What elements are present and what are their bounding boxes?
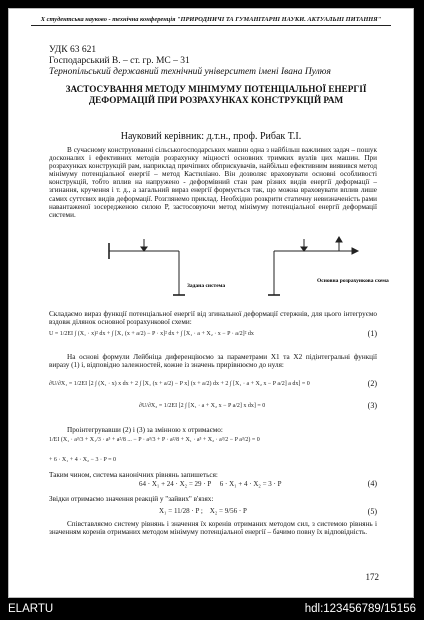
integrated-equation-line-2: + 6 · X₁ + 4 · X₂ − 3 · P = 0 [49,457,116,463]
fig2-caption: Основна розрахункова схема [317,278,389,284]
reactions-paragraph: Звідки отримаємо значення реакцій у "зайвих" в'язях: [49,495,214,503]
conference-header: X студентська науково - технічна конференція "ПРИРОДНИЧІ ТА ГУМАНІТАРНІ НАУКИ. АКТУАЛЬНІ ПИТАННЯ" [31,16,391,26]
frame-figures [49,237,389,303]
page-number: 172 [365,572,379,582]
scientific-advisor: Науковий керівник: д.т.н., проф. Рибак Т.І. [120,131,302,142]
fig1-caption: Задана система [187,283,226,289]
document-page [8,8,414,598]
energy-paragraph: Складаємо вираз функції потенціальної енергії від згинальної деформації стержнів, для цього інтегруємо вздовж ділянок основної розрахункової схеми: [49,310,377,327]
equation-1-number: (1) [367,329,377,338]
equation-1: U = 1/2EI ∫ (X₁ · x)² dx + ∫ [X₁ (x + a/2) − P · x]² dx + ∫ [X₁ · a + X₂ · x − P · a/2]² dx [49,331,254,337]
given-system-figure [109,239,185,295]
conclusion-paragraph: Співставляємо систему рівнянь і значення їх коренів отриманих методом сил, з системою рівнянь і значенням коренів отриманих методом мінімуму потенціальної енергії – бачимо повну їх відповідність. [49,520,377,537]
equation-5: X₁ = 11/28 · P ; X₂ = 9/56 · P [159,507,247,515]
handle-id[interactable]: hdl:123456789/15156 [304,603,416,615]
author-line: Господарський В. – ст. гр. МС – 31 [49,56,190,66]
integrated-equation-line-1: 1/EI (X₁ · a³/3 + X₁/3 · a³ + a²/8 ... − P · a³/3 + P · a²/8 + X₁ · a³ + X₂ · a³/2 − P a³/2) = 0 [49,437,260,443]
university-line: Тернопільський державний технічний університет імені Івана Пулюя [49,67,331,77]
equation-2-number: (2) [367,379,377,388]
equation-3-number: (3) [367,401,377,410]
equation-2: ∂U/∂X₁ = 1/2EI [2 ∫ (X₁ · x) x dx + 2 ∫ [X₁ (x + a/2) − P x] (x + a/2) dx + 2 ∫ [X₁ · a + X₂ x − P a/2] a dx] = 0 [49,381,310,387]
udk-code: УДК 63 621 [49,45,97,55]
repository-footer [0,598,424,620]
canonical-paragraph: Таким чином, система канонічних рівнянь запишеться: [49,471,218,479]
integration-paragraph: Проінтегрувавши (2) і (3) за змінною x отримаємо: [67,426,223,434]
equation-4-number: (4) [367,479,377,488]
article-title: ЗАСТОСУВАННЯ МЕТОДУ МІНІМУМУ ПОТЕНЦІАЛЬНОЇ ЕНЕРГІЇ ДЕФОРМАЦІЙ ПРИ РОЗРАХУНКАХ КОНСТРУКЦІЙ РАМ [65,84,367,105]
equation-4: 64 · X₁ + 24 · X₂ = 29 · P 6 · X₁ + 4 · X₂ = 3 · P [139,480,282,488]
equation-3: ∂U/∂X₂ = 1/2EI [2 ∫ [X₁ · a + X₂ x − P a/2] x dx] = 0 [139,403,266,409]
intro-paragraph: В сучасному конструюванні сільськогосподарських машин одна з найбільш важливих задач – пошук досконалих і ефективних методів розрахунку міцності основних тримких вузлів цих машин. При розрахунках конструкцій рам, наприклад причіпних обприскувачів, найбільш ефективним виявився метод мінімуму потенціальної енергії – метод Кастиліано. Він дозволяє враховувати основні особливості конструкцій, тобто вплив на напружено - деформівний стан рам різних видів енергії деформації – згинання, кручення і т. д., а загальний вираз енергії формується так, що можна враховувати вплив лише самих суттєвих видів деформації. Розглянемо приклад. Необхідно розкрити статичну невизначеність рами навантаженої зосередженою силою P, застосовуючи метод мінімуму потенціальної енергії деформації системи. [49,146,377,219]
equation-5-number: (5) [367,507,377,516]
leibniz-paragraph: На основі формули Лейбніца диференціюємо за параметрами X1 та X2 підінтегральні функції виразу (1) і, відповідно залежностей, кожне із значень прирівнюємо до нуля: [49,353,377,370]
repository-name[interactable]: ELARTU [8,603,54,615]
basic-scheme-figure [268,237,358,295]
